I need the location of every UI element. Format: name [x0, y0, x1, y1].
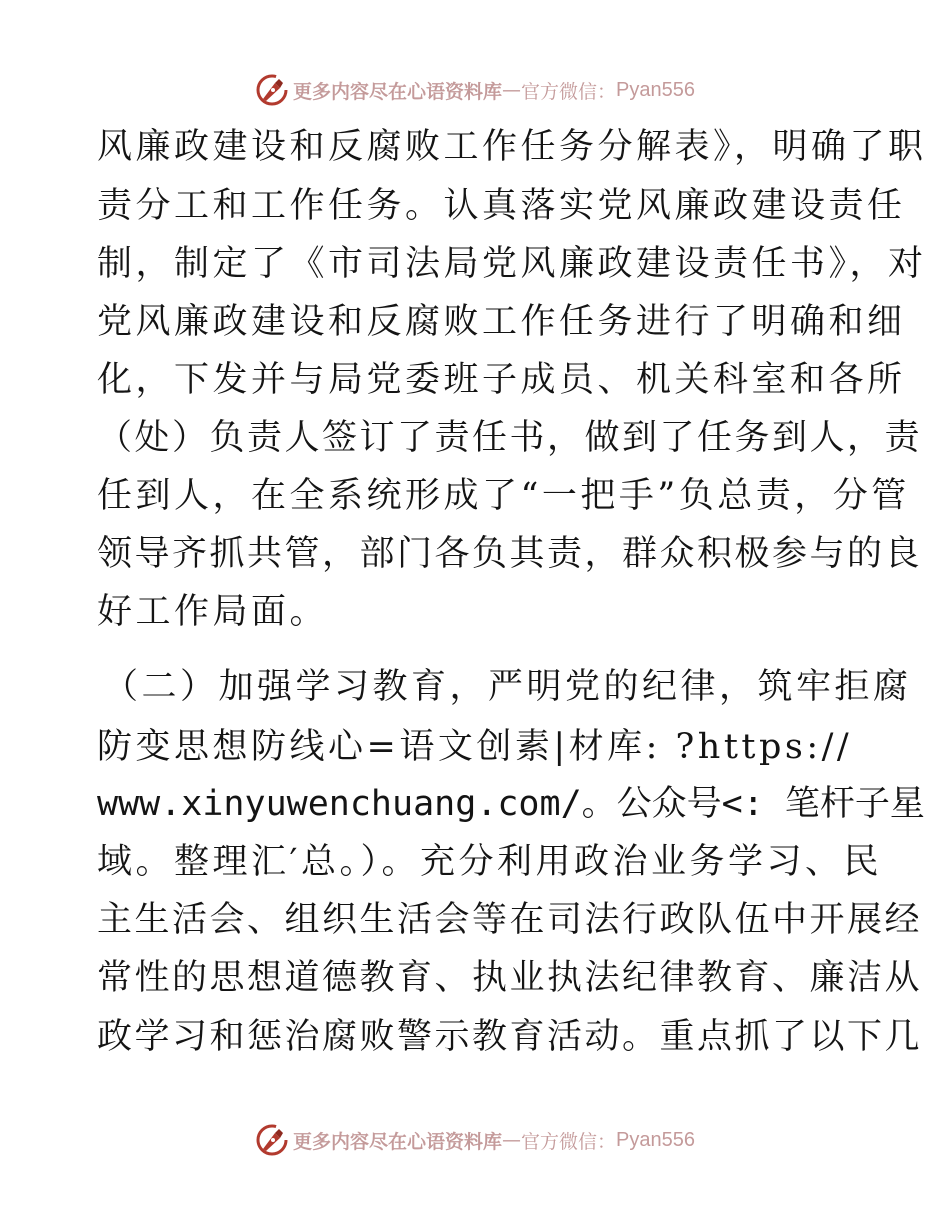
- header-banner: [0, 70, 950, 110]
- header-wechat-label: 官方微信：: [521, 80, 617, 103]
- section-heading-line: （二）加强学习教育，严明党的纪律，筑牢拒腐: [103, 667, 912, 707]
- header-wechat-id: Pyan556: [616, 78, 695, 101]
- body-line: www.xinyuwenchuang.com/。公众号<: 笔杆子星: [97, 784, 925, 824]
- body-line: 党风廉政建设和反腐败工作任务进行了明确和细: [97, 302, 906, 342]
- header-banner-text: 更多内容尽在心语资料库: [293, 80, 503, 103]
- body-line: （处）负责人签订了责任书，做到了任务到人，责: [97, 418, 923, 458]
- body-line: 主生活会、组织生活会等在司法行政队伍中开展经: [97, 900, 923, 940]
- body-line: 域。整理汇′总。）。充分利用政治业务学习、民: [97, 842, 882, 882]
- header-banner-separator: —: [502, 79, 522, 101]
- body-line: 任到人，在全系统形成了“一把手”负总责，分管: [97, 476, 910, 516]
- body-line: 领导齐抓共管，部门各负其责，群众积极参与的良: [97, 534, 923, 574]
- footer-banner-text: 更多内容尽在心语资料库: [293, 1130, 503, 1153]
- body-line: 化，下发并与局党委班子成员、机关科室和各所: [97, 360, 906, 400]
- body-line: 风廉政建设和反腐败工作任务分解表》，明确了职: [97, 127, 927, 167]
- body-line: 常性的思想道德教育、执业执法纪律教育、廉洁从: [97, 958, 923, 998]
- pen-nib-logo-icon: [255, 1123, 289, 1157]
- body-line: 政学习和惩治腐败警示教育活动。重点抓了以下几: [97, 1017, 923, 1057]
- footer-wechat-id: Pyan556: [616, 1128, 695, 1151]
- footer-banner: [0, 1120, 950, 1160]
- body-line: 好工作局面。: [97, 592, 329, 632]
- body-line: 责分工和工作任务。认真落实党风廉政建设责任: [97, 186, 906, 226]
- pen-nib-logo-icon: [255, 73, 289, 107]
- body-line: 制，制定了《市司法局党风廉政建设责任书》，对: [97, 244, 927, 284]
- footer-wechat-label: 官方微信：: [521, 1130, 617, 1153]
- footer-banner-separator: —: [502, 1129, 522, 1151]
- body-line: 防变思想防线心=语文创素|材库: ?https://: [97, 727, 853, 767]
